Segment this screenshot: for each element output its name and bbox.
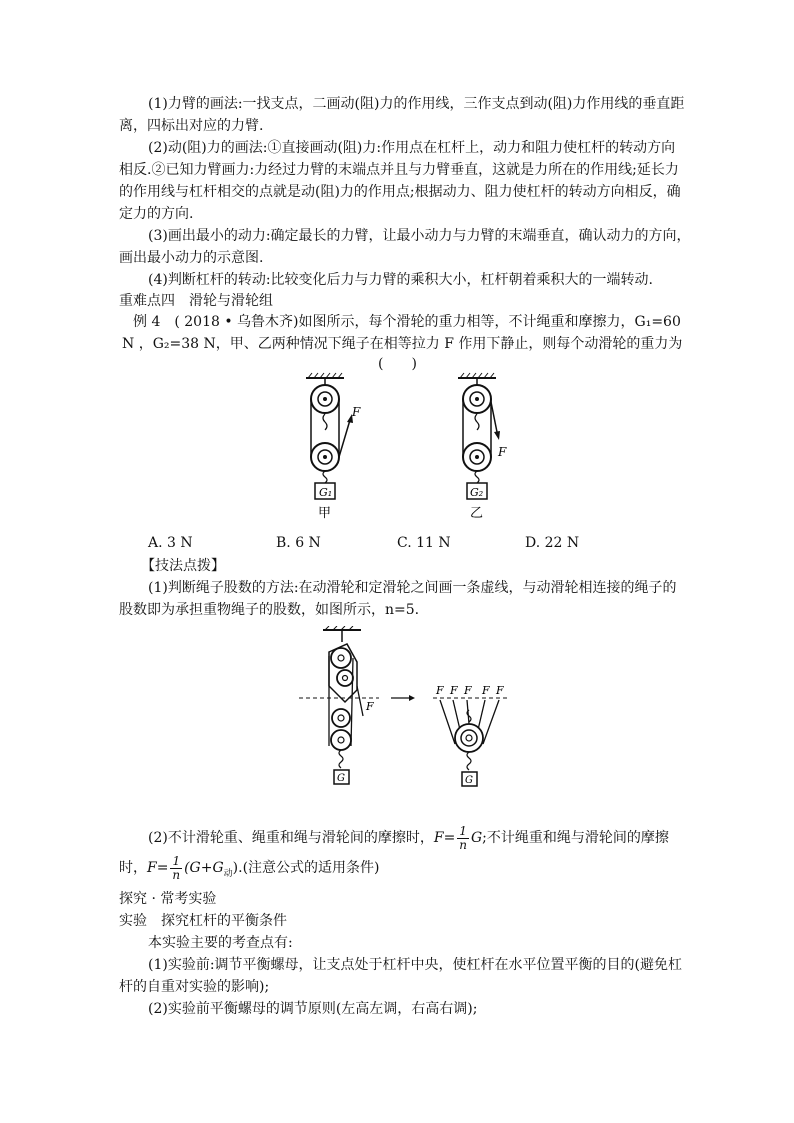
explore-header: 探究 · 常考实验: [119, 891, 217, 907]
lever-rule-2-line-4: 定力的方向.: [119, 206, 194, 222]
tip-1-line-2: 股数即为承担重物绳子的股数，如图所示，n=5.: [119, 602, 420, 618]
tip-3-text: 时，: [119, 860, 147, 876]
example-line-2: N ，G₂=38 N，甲、乙两种情况下绳子在相等拉力 F 作用下静止，则每个动滑轮的重力为: [122, 336, 683, 352]
pulley-group-right: [433, 684, 508, 786]
pulley-system-jia: [306, 373, 361, 521]
experiment-title: 实验 探究杠杆的平衡条件: [119, 913, 287, 929]
figure-label-jia: 甲: [318, 506, 332, 521]
lever-rule-3-line-2: 画出最小动力的示意图.: [119, 250, 264, 266]
fig-weight-label-left: G: [337, 773, 345, 784]
formula-f: F: [433, 830, 444, 846]
experiment-point-2: (2)实验前平衡螺母的调节原则(左高左调，右高右调);: [148, 1001, 478, 1017]
lever-rule-2-line-3: 的作用线与杠杆相交的点就是动(阻)力的作用点;根据动力、阻力使杠杆的转动方向相反，确: [119, 184, 681, 200]
lever-rule-2-line-2: 相反.②已知力臂画力:力经过力臂的末端点并且与力臂垂直，这就是力所在的作用线;延长力: [119, 162, 679, 178]
pulley-figure-jia-yi: [290, 372, 530, 522]
lever-rule-2-line-1: (2)动(阻)力的画法:①直接画动(阻)力:作用点在杠杆上，动力和阻力使杠杆的转动方向: [148, 140, 676, 156]
tips-title: 【技法点拨】: [141, 558, 225, 574]
formula2-eq: =: [156, 860, 169, 876]
option-c: C. 11 N: [397, 535, 451, 551]
figure-label-yi: 乙: [470, 506, 484, 521]
fig-force-4: F: [482, 684, 490, 697]
lever-rule-1-line-2: 离，四标出对应的力臂.: [119, 118, 264, 134]
formula-eq: =: [443, 830, 456, 846]
experiment-point-1-line-2: 杆的自重对实验的影响);: [119, 979, 270, 995]
pulley-group-left: [299, 626, 379, 784]
option-d: D. 22 N: [525, 535, 580, 551]
answer-blank: ( ): [378, 356, 417, 372]
fig-force-1: F: [436, 684, 444, 697]
lever-rule-1-line-1: (1)力臂的画法:一找支点，二画动(阻)力的作用线，三作支点到动(阻)力作用线的垂直距: [148, 96, 685, 112]
fig-force-label-left: F: [366, 700, 374, 713]
fig-weight-label-right: G: [465, 775, 473, 786]
experiment-intro: 本实验主要的考查点有:: [148, 935, 293, 951]
fraction-numerator: 1: [459, 823, 467, 838]
tip-2-text-tail: ;不计绳重和绳与滑轮间的摩擦: [482, 830, 669, 846]
tip-2-line-2: [119, 848, 380, 888]
formula2-body: (G+G: [184, 860, 224, 876]
weight-label-g2: G₂: [470, 486, 484, 499]
lever-rule-4: (4)判断杠杆的转动:比较变化后力与力臂的乘积大小，杠杆朝着乘积大的一端转动.: [148, 272, 653, 288]
fraction2-denominator: n: [172, 867, 181, 882]
force-label-yi: F: [498, 445, 507, 459]
formula-fraction: [457, 825, 469, 852]
fig-force-5: F: [496, 684, 504, 697]
force-label-jia: F: [352, 405, 361, 419]
tip-3-note: .(注意公式的适用条件): [238, 860, 380, 876]
formula2-subscript: 动: [223, 868, 233, 879]
pulley-group-figure: [293, 626, 518, 796]
example-line-1: 例 4 ( 2018 • 乌鲁木齐)如图所示，每个滑轮的重力相等，不计绳重和摩擦力，G₁=60: [133, 314, 681, 330]
fig-force-2: F: [450, 684, 458, 697]
tip-2-text: (2)不计滑轮重、绳重和绳与滑轮间的摩擦时，: [148, 830, 434, 846]
fig-force-3: F: [464, 684, 472, 697]
formula2-fraction: [170, 855, 182, 882]
fraction2-numerator: 1: [172, 853, 181, 868]
tip-1-line-1: (1)判断绳子股数的方法:在动滑轮和定滑轮之间画一条虚线，与动滑轮相连接的绳子的: [148, 580, 677, 596]
pulley-system-yi: [458, 373, 507, 521]
fraction-denominator: n: [459, 837, 467, 852]
lever-rule-3-line-1: (3)画出最小的动力:确定最长的力臂，让最小动力与力臂的末端垂直，确认动力的方向，: [148, 228, 691, 244]
weight-label-g1: G₁: [319, 486, 333, 499]
option-b: B. 6 N: [276, 535, 321, 551]
option-a: A. 3 N: [148, 535, 193, 551]
formula2-close: ): [232, 860, 239, 876]
experiment-point-1-line-1: (1)实验前:调节平衡螺母，让支点处于杠杆中央，使杠杆在水平位置平衡的目的(避免杠: [148, 957, 683, 973]
formula-g: G: [470, 830, 483, 846]
section-title: 重难点四 滑轮与滑轮组: [119, 293, 273, 309]
conversion-arrow: [391, 695, 415, 701]
formula2-f: F: [147, 860, 157, 876]
